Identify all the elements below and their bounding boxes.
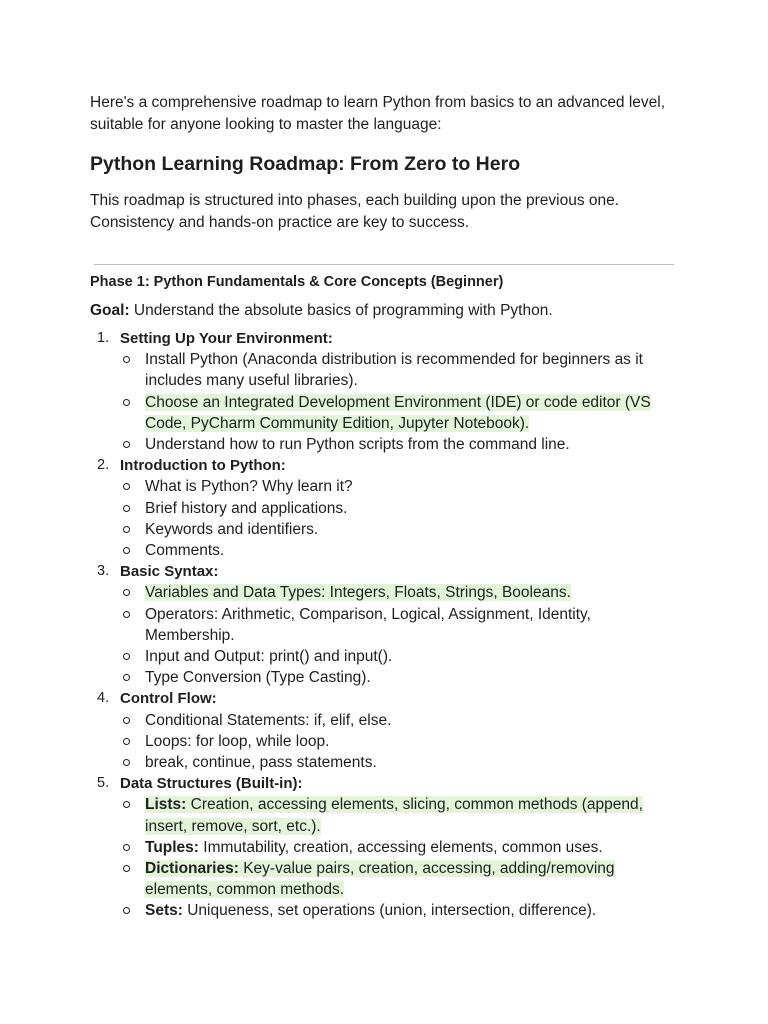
circle-bullet-icon bbox=[123, 717, 130, 724]
sub-item bbox=[120, 731, 680, 752]
circle-bullet-icon bbox=[123, 653, 130, 660]
step-title: Data Structures (Built-in): bbox=[120, 775, 303, 793]
sub-item-text: Input and Output: print() and input(). bbox=[145, 648, 393, 666]
sub-item-lead: Dictionaries: bbox=[145, 860, 239, 878]
step-number: 4. bbox=[97, 690, 110, 707]
sub-item bbox=[120, 604, 680, 646]
sub-item bbox=[120, 858, 680, 900]
step-item bbox=[90, 688, 680, 773]
goal-paragraph bbox=[90, 300, 680, 322]
step-item bbox=[90, 455, 680, 561]
sub-item-text bbox=[145, 860, 615, 898]
sub-item-text: Choose an Integrated Development Environment (IDE) or code editor (VS Code, PyCharm Community Edition, Jupyter Notebook). bbox=[145, 393, 651, 432]
circle-bullet-icon bbox=[123, 844, 130, 851]
sub-item-lead: Tuples: bbox=[145, 838, 199, 856]
sub-item-text: Conditional Statements: if, elif, else. bbox=[145, 711, 392, 729]
circle-bullet-icon bbox=[123, 356, 130, 363]
sub-item-text: break, continue, pass statements. bbox=[145, 754, 377, 772]
step-item bbox=[90, 773, 680, 921]
sub-item-detail: Creation, accessing elements, slicing, common methods (append, insert, remove, sort, etc.). bbox=[145, 796, 643, 835]
circle-bullet-icon bbox=[123, 738, 130, 745]
sub-item-text: Understand how to run Python scripts from the command line. bbox=[145, 436, 570, 454]
step-number: 5. bbox=[97, 775, 110, 792]
sub-item bbox=[120, 900, 680, 921]
sub-item-text: Brief history and applications. bbox=[145, 499, 348, 517]
sub-item bbox=[120, 710, 680, 731]
phase-heading: Phase 1: Python Fundamentals & Core Concepts (Beginner) bbox=[90, 274, 504, 290]
sub-list bbox=[120, 794, 680, 921]
step-title: Introduction to Python: bbox=[120, 457, 286, 475]
sub-item-text: Operators: Arithmetic, Comparison, Logical, Assignment, Identity, Membership. bbox=[145, 605, 591, 644]
sub-item bbox=[120, 476, 680, 497]
sub-list bbox=[120, 349, 680, 455]
circle-bullet-icon bbox=[123, 483, 130, 490]
section-divider bbox=[94, 264, 674, 265]
circle-bullet-icon bbox=[123, 505, 130, 512]
step-number: 1. bbox=[97, 330, 110, 346]
circle-bullet-icon bbox=[123, 399, 130, 406]
sub-item bbox=[120, 667, 680, 688]
sub-item-text: Comments. bbox=[145, 542, 225, 560]
sub-item-text bbox=[145, 796, 643, 834]
circle-bullet-icon bbox=[123, 547, 130, 554]
sub-item-detail: Key-value pairs, creation, accessing, adding/removing elements, common methods. bbox=[145, 860, 615, 899]
sub-item-text bbox=[145, 902, 596, 919]
document-page bbox=[90, 92, 680, 922]
sub-item bbox=[120, 646, 680, 667]
step-title: Basic Syntax: bbox=[120, 563, 219, 581]
sub-item bbox=[120, 434, 680, 455]
sub-item-detail: Immutability, creation, accessing elements, common uses. bbox=[198, 838, 603, 856]
step-title: Control Flow: bbox=[120, 690, 217, 708]
sub-item-text: Keywords and identifiers. bbox=[145, 520, 319, 538]
step-number: 2. bbox=[97, 457, 110, 474]
sub-item-text: Install Python (Anaconda distribution is recommended for beginners as it includes many useful libraries). bbox=[145, 351, 643, 390]
circle-bullet-icon bbox=[123, 526, 130, 533]
sub-item bbox=[120, 349, 680, 391]
step-title: Setting Up Your Environment: bbox=[120, 330, 333, 347]
description-paragraph: This roadmap is structured into phases, each building upon the previous one. Consistency and hands-on practice are key to success. bbox=[90, 192, 620, 231]
goal-label: Goal: bbox=[90, 302, 130, 319]
circle-bullet-icon bbox=[123, 801, 130, 808]
goal-text: Understand the absolute basics of programming with Python. bbox=[129, 302, 553, 319]
sub-list bbox=[120, 582, 680, 688]
sub-item-text: Loops: for loop, while loop. bbox=[145, 732, 330, 750]
sub-list bbox=[120, 710, 680, 774]
sub-item-lead: Sets: bbox=[145, 902, 183, 920]
sub-item bbox=[120, 540, 680, 561]
circle-bullet-icon bbox=[123, 589, 130, 596]
sub-item bbox=[120, 498, 680, 519]
sub-list bbox=[120, 476, 680, 561]
circle-bullet-icon bbox=[123, 907, 130, 914]
circle-bullet-icon bbox=[123, 759, 130, 766]
sub-item-detail: Uniqueness, set operations (union, intersection, difference). bbox=[182, 902, 597, 920]
sub-item-text: What is Python? Why learn it? bbox=[145, 478, 353, 496]
sub-item-text bbox=[145, 839, 603, 856]
step-item bbox=[90, 561, 680, 688]
step-number: 3. bbox=[97, 563, 110, 580]
sub-item bbox=[120, 392, 680, 434]
page-title: Python Learning Roadmap: From Zero to Hero bbox=[90, 153, 521, 175]
circle-bullet-icon bbox=[123, 441, 130, 448]
step-item bbox=[90, 328, 680, 455]
intro-paragraph: Here's a comprehensive roadmap to learn Python from basics to an advanced level, suitable for anyone looking to master the language: bbox=[90, 94, 666, 133]
sub-item bbox=[120, 519, 680, 540]
sub-item bbox=[120, 582, 680, 603]
sub-item bbox=[120, 794, 680, 836]
sub-item-text: Variables and Data Types: Integers, Floats, Strings, Booleans. bbox=[145, 584, 571, 602]
sub-item-lead: Lists: bbox=[145, 796, 187, 814]
circle-bullet-icon bbox=[123, 865, 130, 872]
sub-item-text: Type Conversion (Type Casting). bbox=[145, 669, 371, 687]
circle-bullet-icon bbox=[123, 611, 130, 618]
steps-list bbox=[90, 328, 680, 922]
circle-bullet-icon bbox=[123, 674, 130, 681]
sub-item bbox=[120, 752, 680, 773]
sub-item bbox=[120, 837, 680, 858]
